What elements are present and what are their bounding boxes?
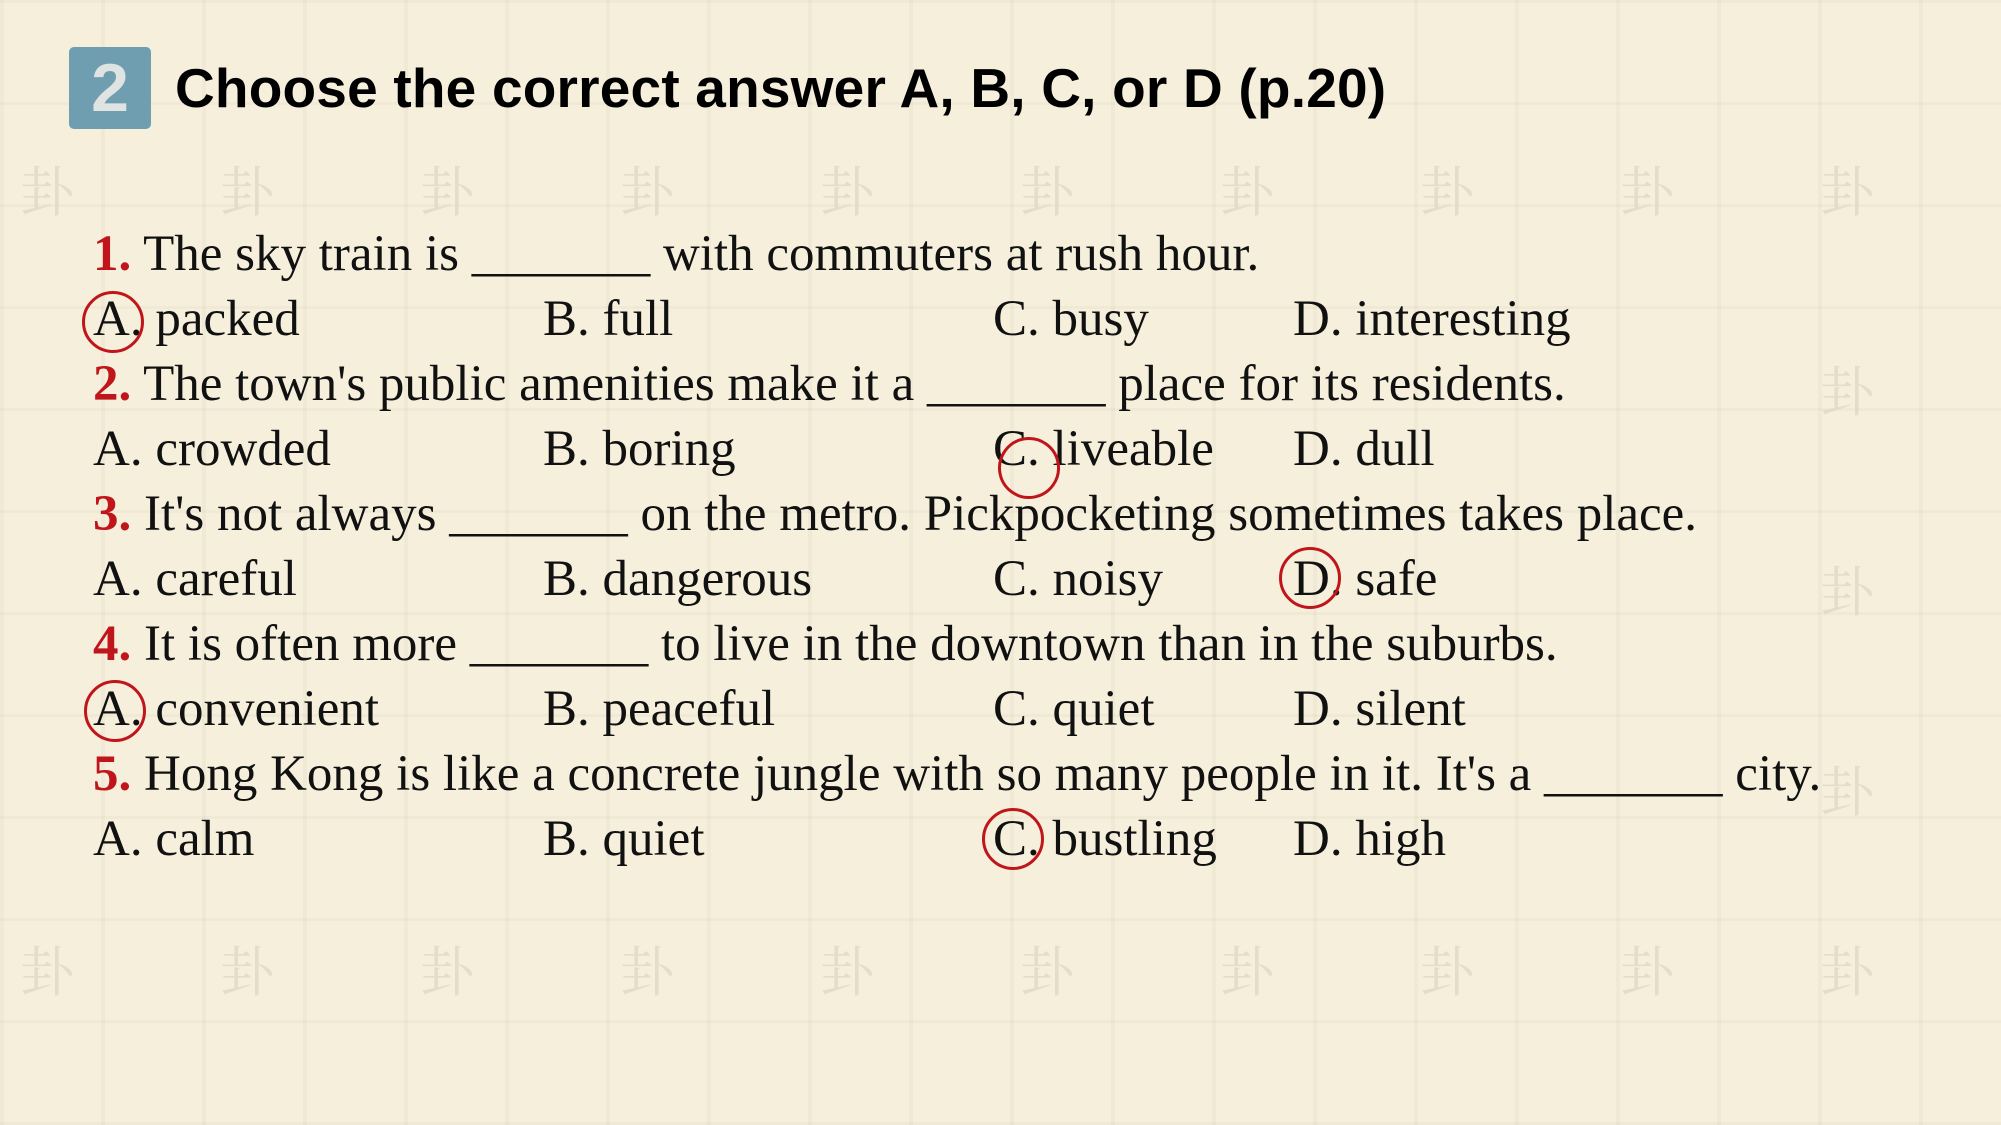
option-c[interactable]: C. liveable bbox=[993, 421, 1214, 477]
option-a[interactable]: A. packed bbox=[93, 291, 300, 347]
watermark-glyph: 卦 bbox=[1820, 561, 1874, 624]
exercise-number-badge: 2 bbox=[69, 47, 151, 129]
answer-circle bbox=[982, 808, 1044, 870]
option-a[interactable]: A. calm bbox=[93, 811, 255, 867]
option-a[interactable]: A. careful bbox=[93, 551, 297, 607]
question-4 bbox=[93, 614, 1558, 674]
watermark-glyph: 卦 bbox=[1420, 941, 1474, 1004]
question-1 bbox=[93, 224, 1259, 284]
watermark-glyph: 卦 bbox=[1620, 161, 1674, 224]
exercise-title: Choose the correct answer A, B, C, or D (p.20) bbox=[175, 57, 1387, 119]
question-number: 5. bbox=[93, 746, 132, 802]
option-d[interactable]: D. interesting bbox=[1293, 291, 1571, 347]
option-d[interactable]: D. silent bbox=[1293, 681, 1466, 737]
watermark-glyph: 卦 bbox=[420, 161, 474, 224]
question-number: 2. bbox=[93, 356, 132, 412]
watermark-glyph: 卦 bbox=[1820, 941, 1874, 1004]
exercise-header bbox=[69, 46, 1386, 130]
watermark-glyph: 卦 bbox=[1820, 161, 1874, 224]
answer-circle bbox=[84, 680, 146, 742]
option-a[interactable]: A. crowded bbox=[93, 421, 331, 477]
watermark-glyph: 卦 bbox=[1020, 941, 1074, 1004]
watermark-glyph: 卦 bbox=[1820, 761, 1874, 824]
question-number: 1. bbox=[93, 226, 132, 282]
watermark-glyph: 卦 bbox=[1020, 161, 1074, 224]
watermark-glyph: 卦 bbox=[1220, 941, 1274, 1004]
question-5 bbox=[93, 744, 1821, 804]
question-2 bbox=[93, 354, 1566, 414]
question-text: The town's public amenities make it a _______ place for its residents. bbox=[143, 356, 1566, 412]
watermark-glyph: 卦 bbox=[620, 941, 674, 1004]
question-text: The sky train is _______ with commuters at rush hour. bbox=[143, 226, 1260, 282]
watermark-glyph: 卦 bbox=[220, 941, 274, 1004]
watermark-glyph: 卦 bbox=[820, 161, 874, 224]
option-b[interactable]: B. boring bbox=[543, 421, 736, 477]
question-text: Hong Kong is like a concrete jungle with so many people in it. It's a _______ city. bbox=[144, 746, 1822, 802]
option-d[interactable]: D. high bbox=[1293, 811, 1446, 867]
option-b[interactable]: B. quiet bbox=[543, 811, 705, 867]
watermark-glyph: 卦 bbox=[620, 161, 674, 224]
option-c[interactable]: C. quiet bbox=[993, 681, 1155, 737]
watermark-glyph: 卦 bbox=[1820, 361, 1874, 424]
watermark-glyph: 卦 bbox=[20, 941, 74, 1004]
watermark-glyph: 卦 bbox=[1220, 161, 1274, 224]
watermark-glyph: 卦 bbox=[820, 941, 874, 1004]
option-a[interactable]: A. convenient bbox=[93, 681, 380, 737]
option-c[interactable]: C. noisy bbox=[993, 551, 1164, 607]
option-d[interactable]: D. dull bbox=[1293, 421, 1435, 477]
question-text: It is often more _______ to live in the downtown than in the suburbs. bbox=[144, 616, 1558, 672]
watermark-glyph: 卦 bbox=[20, 161, 74, 224]
question-3 bbox=[93, 484, 1697, 544]
option-b[interactable]: B. dangerous bbox=[543, 551, 813, 607]
watermark-glyph: 卦 bbox=[420, 941, 474, 1004]
watermark-glyph: 卦 bbox=[1620, 941, 1674, 1004]
option-c[interactable]: C. bustling bbox=[993, 811, 1217, 867]
option-d[interactable]: D. safe bbox=[1293, 551, 1438, 607]
option-c[interactable]: C. busy bbox=[993, 291, 1149, 347]
question-number: 3. bbox=[93, 486, 132, 542]
question-number: 4. bbox=[93, 616, 132, 672]
answer-circle bbox=[82, 291, 144, 353]
watermark-glyph: 卦 bbox=[1420, 161, 1474, 224]
option-b[interactable]: B. full bbox=[543, 291, 674, 347]
question-text: It's not always _______ on the metro. Pickpocketing sometimes takes place. bbox=[144, 486, 1698, 542]
answer-circle bbox=[1279, 547, 1341, 609]
option-b[interactable]: B. peaceful bbox=[543, 681, 776, 737]
watermark-glyph: 卦 bbox=[220, 161, 274, 224]
